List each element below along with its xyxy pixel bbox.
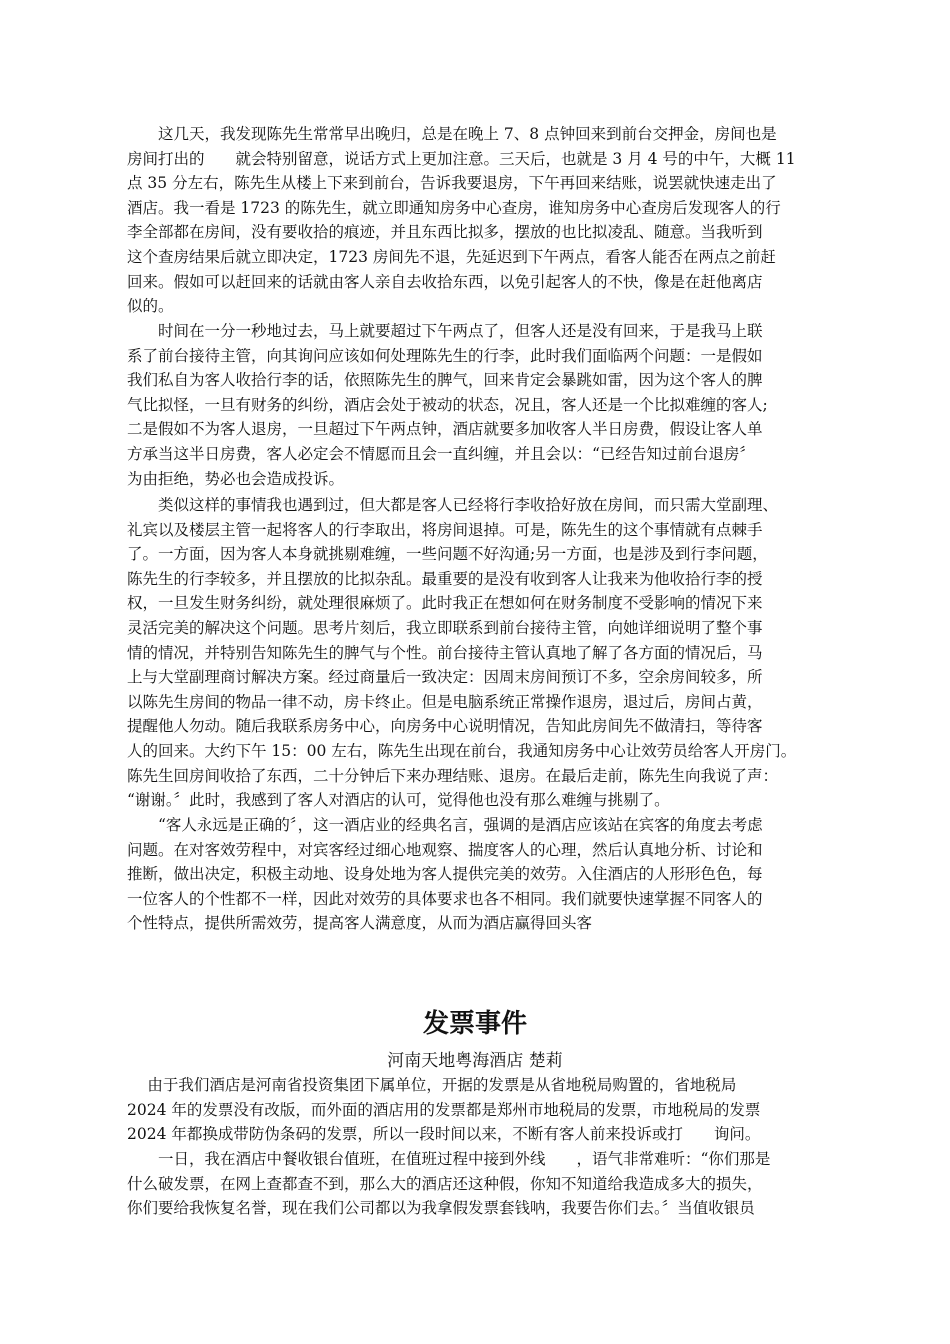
text-line: 你们要给我恢复名誉，现在我们公司都以为我拿假发票套钱呐，我要告你们去。〞当值收银员 [127,1199,755,1218]
text-line: 似的。 [127,297,174,316]
text-line: 我们私自为客人收拾行李的话，依照陈先生的脾气，回来肯定会暴跳如雷，因为这个客人的脾 [127,371,763,390]
paragraph-resolution [127,493,827,813]
text-line: 房间打出的 就会特别留意，说话方式上更加注意。三天后，也就是 3 月 4 号的中午，大概 11 [127,149,796,168]
text-line: 一位客人的个性都不一样，因此对效劳的具体要求也各不相同。我们就要快速掌握不同客人的 [127,889,763,908]
section-title: 发票事件 [422,1009,527,1039]
text-line: 问题。在对客效劳程中，对宾客经过细心地观察、揣度客人的心理，然后认真地分析、讨论和 [127,840,763,859]
text-line: 由于我们酒店是河南省投资集团下属单位，开据的发票是从省地税局购置的，省地税局 [127,1076,737,1094]
text-line: 什么破发票，在网上查都查不到，那么大的酒店还这种假，你知不知道给我造成多大的损失， [127,1174,763,1193]
text-line: 二是假如不为客人退房，一旦超过下午两点钟，酒店就要多加收客人半日房费，假设让客人单 [127,420,763,439]
text-line: 提醒他人勿动。随后我联系房务中心，向房务中心说明情况，告知此房间先不做清扫，等待客 [127,717,763,736]
text-line: 灵活完美的解决这个问题。思考片刻后，我立即联系到前台接待主管，向她详细说明了整个事 [127,618,763,637]
text-line: 酒店。我一看是 1723 的陈先生，就立即通知房务中心查房，谁知房务中心查房后发现客人的行 [127,198,781,217]
author-byline: 河南天地粤海酒店 楚莉 [387,1051,563,1071]
text-line: 方承当这半日房费，客人必定会不情愿而且会一直纠缠，并且会以：“已经告知过前台退房〞 [127,444,755,463]
text-line: 这个查房结果后就立即决定，1723 房间先不退，先延迟到下午两点，看客人能否在两点之前赶 [127,247,776,266]
text-line: 人的回来。大约下午 15：00 左右，陈先生出现在前台，我通知房务中心让效劳员给客人开房门。 [127,741,797,760]
paragraph-invoice-complaint [127,1147,827,1221]
text-line: 气比拟怪，一旦有财务的纠纷，酒店会处于被动的状态，况且，客人还是一个比拟难缠的客人; [127,395,768,414]
text-line: 这几天，我发现陈先生常常早出晚归，总是在晚上 7、8 点钟回来到前台交押金，房间也是 [127,125,777,143]
text-line: 陈先生回房间收拾了东西，二十分钟后下来办理结账、退房。在最后走前，陈先生向我说了声： [127,766,779,785]
text-line: 2024 年都换成带防伪条码的发票，所以一段时间以来，不断有客人前来投诉或打 询问。 [127,1125,761,1144]
text-line: 系了前台接待主管，向其询问应该如何处理陈先生的行李，此时我们面临两个问题：一是假如 [127,346,763,365]
text-line: 点 35 分左右，陈先生从楼上下来到前台，告诉我要退房，下午再回来结账，说罢就快速走出了 [127,174,777,193]
text-line: 为由拒绝，势必也会造成投诉。 [127,469,345,488]
text-line: 了。一方面，因为客人本身就挑剔难缠，一些问题不好沟通;另一方面，也是涉及到行李问题， [127,545,768,564]
text-line: 陈先生的行李较多，并且摆放的比拟杂乱。最重要的是没有收到客人让我来为他收拾行李的授 [127,569,763,588]
paragraph-conclusion [127,813,827,936]
paragraph-checkout-intro [127,122,827,319]
text-line: 情的情况，并特别告知陈先生的脾气与个性。前台接待主管认真地了解了各方面的情况后，马 [127,643,763,662]
text-line: 李全部都在房间，没有要收拾的痕迹，并且东西比拟多，摆放的也比拟凌乱、随意。当我听到 [127,223,763,242]
text-line: 权，一旦发生财务纠纷，就处理很麻烦了。此时我正在想如何在财务制度不受影响的情况下来 [127,594,763,613]
paragraph-invoice-background [127,1073,827,1147]
text-line: “谢谢。〞此时，我感到了客人对酒店的认可，觉得他也没有那么难缠与挑剔了。 [127,791,670,810]
text-line: 个性特点，提供所需效劳，提高客人满意度，从而为酒店赢得回头客 [127,914,593,933]
paragraph-two-problems [127,319,827,491]
text-line: “客人永远是正确的〞，这一酒店业的经典名言，强调的是酒店应该站在宾客的角度去考虑 [127,816,763,834]
text-line: 类似这样的事情我也遇到过，但大都是客人已经将行李收拾好放在房间，而只需大堂副理、 [127,496,779,514]
text-line: 推断，做出决定，积极主动地、设身处地为客人提供完美的效劳。入住酒店的人形形色色，每 [127,865,763,884]
text-line: 以陈先生房间的物品一律不动，房卡终止。但是电脑系统正常操作退房，退过后，房间占黄， [127,692,763,711]
text-line: 时间在一分一秒地过去，马上就要超过下午两点了，但客人还是没有回来，于是我马上联 [127,322,763,340]
text-line: 回来。假如可以赶回来的话就由客人亲自去收拾东西，以免引起客人的不快，像是在赶他离店 [127,272,763,291]
text-line: 一日，我在酒店中餐收银台值班，在值班过程中接到外线 ，语气非常难听：“你们那是 [127,1150,771,1168]
text-line: 2024 年的发票没有改版，而外面的酒店用的发票都是郑州市地税局的发票，市地税局的发票 [127,1100,761,1119]
text-line: 上与大堂副理商讨解决方案。经过商量后一致决定：因周末房间预订不多，空余房间较多，所 [127,668,763,687]
text-line: 礼宾以及楼层主管一起将客人的行李取出，将房间退掉。可是，陈先生的这个事情就有点棘手 [127,520,763,539]
